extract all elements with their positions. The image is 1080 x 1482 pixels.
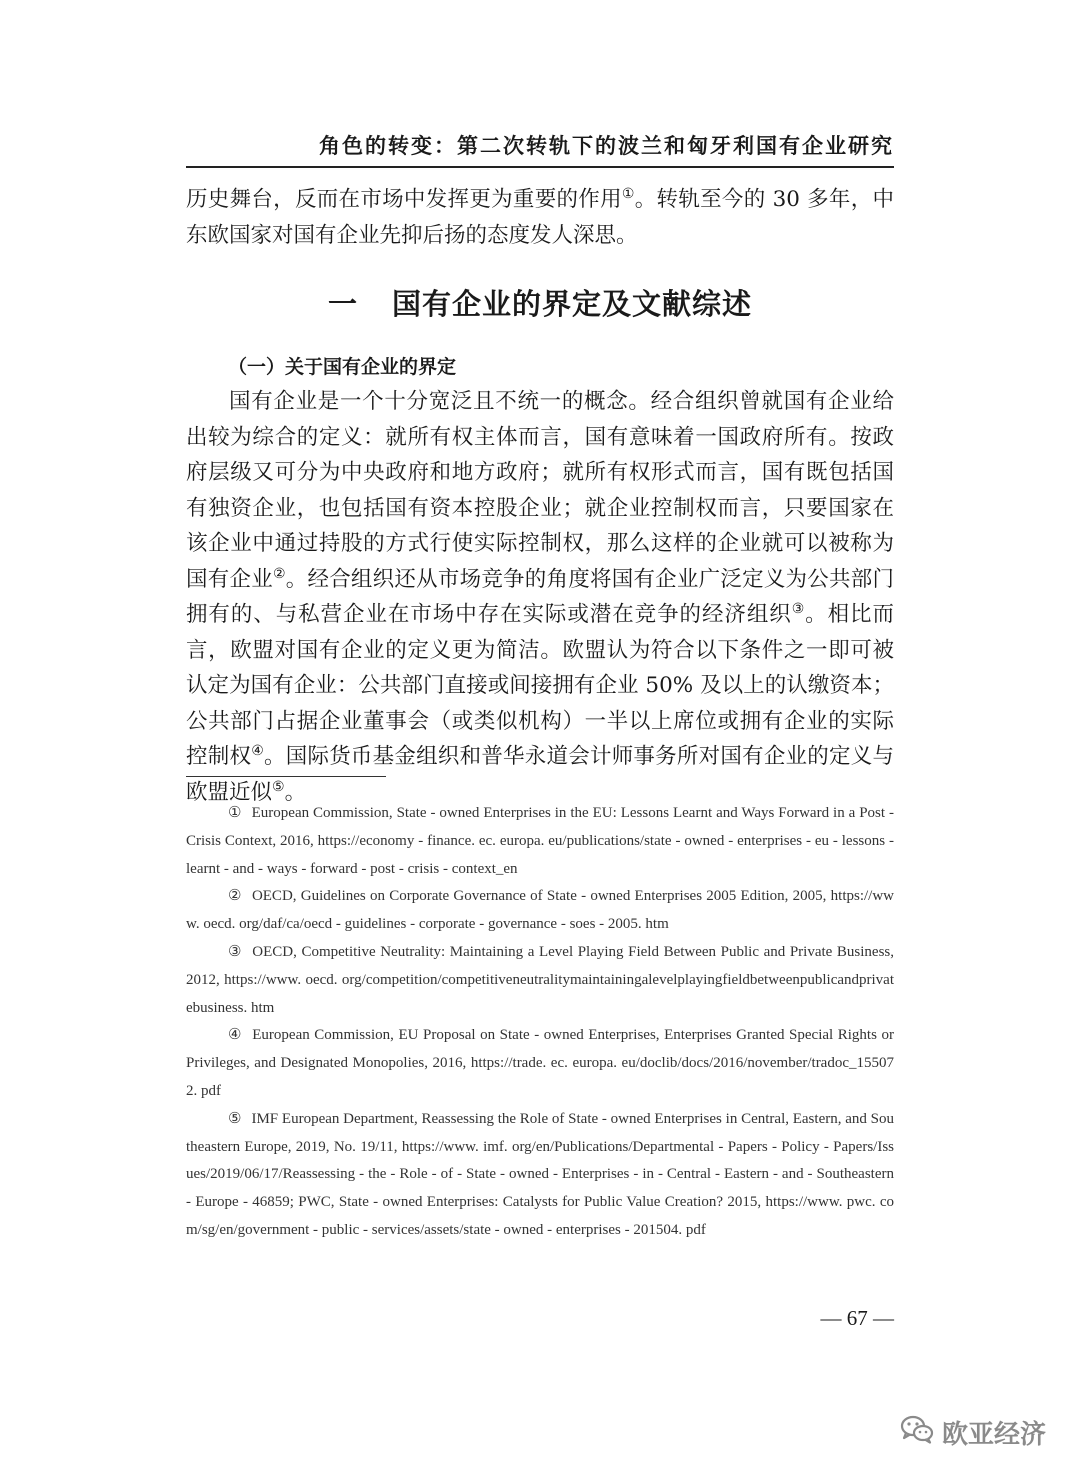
- footnotes: [186, 800, 894, 1245]
- main-text-1: 国有企业是一个十分宽泛且不统一的概念。经合组织曾就国有企业给出较为综合的定义：就所有权主体而言，国有意味着一国政府所有。按政府层级又可分为中央政府和地方政府；就所有权形式而言，国有既包括国有独资企业，也包括国有资本控股企业；就企业控制权而言，只要国家在该企业中通过持股的方式行使实际控制权，那么这样的企业就可以被称为国有企业: [186, 389, 894, 592]
- footnote-3: [186, 939, 894, 1022]
- footnote-ref-2[interactable]: ②: [272, 565, 286, 582]
- footnote-5: [186, 1106, 894, 1245]
- section-heading: [186, 282, 894, 323]
- section-number: 一: [327, 287, 358, 321]
- footnote-marker: ⑤: [228, 1110, 242, 1127]
- footnote-text: OECD, Guidelines on Corporate Governance of State - owned Enterprises 2005 Edition, 2005, https://www. oecd. org/daf/ca/oecd - guidelines - corporate - governance - soes - 2005. htm: [186, 888, 894, 933]
- footnote-divider: [186, 776, 386, 777]
- footnote-text: IMF European Department, Reassessing the Role of State - owned Enterprises in Central, Eastern, and Southeastern Europe, 2019, No. 19/11, https://www. imf. org/en/Publications/Departmental - Papers - Policy - Papers/Issues/2019/06/17/Reassessing - the - Role - of - State - owned - Enterprises - in - Central - Eastern - and - Southeastern - Europe - 46859; PWC, State - owned Enterprises: Catalysts for Public Value Creation? 2015, https://www. pwc. com/sg/en/government - public - services/assets/state - owned - enterprises - 201504. pdf: [186, 1110, 894, 1238]
- footnote-marker: ①: [228, 805, 242, 821]
- page-number: — 67 —: [820, 1306, 894, 1330]
- footnote-text: European Commission, State - owned Enterprises in the EU: Lessons Learnt and Ways Forward in a Post - Crisis Context, 2016, https://economy - finance. ec. europa. eu/publications/state - owned - enterprises - eu - lessons - learnt - and - ways - forward - post - crisis - context_en: [186, 805, 894, 877]
- main-paragraph: [186, 384, 894, 810]
- wechat-icon: [900, 1414, 934, 1451]
- intro-text: 历史舞台，反而在市场中发挥更为重要的作用: [186, 187, 622, 212]
- footnote-marker: ④: [228, 1027, 243, 1044]
- footnote-4: [186, 1022, 894, 1105]
- footnote-2: [186, 883, 894, 939]
- footnote-text: OECD, Competitive Neutrality: Maintaining a Level Playing Field Between Public and Private Business, 2012, https://www. oecd. org/competition/competitiveneutralitymaintainingalevelplayingfieldbetweenpublicandprivatebusiness. htm: [186, 943, 894, 1016]
- intro-paragraph: [186, 182, 894, 253]
- footnote-ref-5[interactable]: ⑤: [272, 778, 285, 795]
- subsection-heading: （一）关于国有企业的界定: [228, 356, 457, 378]
- footnote-ref-1[interactable]: ①: [621, 185, 635, 202]
- running-head: 角色的转变：第二次转轨下的波兰和匈牙利国有企业研究: [186, 130, 894, 168]
- watermark-text: 欧亚经济: [941, 1420, 1046, 1450]
- intro-text-cont: 。转轨至今的 30 多年，中东欧国家对国有企业先抑后扬的态度发人深思。: [186, 187, 894, 248]
- footnote-marker: ③: [228, 943, 243, 960]
- watermark: [900, 1414, 1046, 1451]
- footnote-ref-3[interactable]: ③: [791, 600, 806, 617]
- footnote-ref-4[interactable]: ④: [251, 742, 264, 759]
- main-text-5: 。: [284, 779, 307, 805]
- section-title: 国有企业的界定及文献综述: [392, 287, 753, 321]
- main-text-4: 。国际货币基金组织和普华永道会计师事务所对国有企业的定义与欧盟近似: [186, 744, 894, 805]
- main-text-2: 。经合组织还从市场竞争的角度将国有企业广泛定义为公共部门拥有的、与私营企业在市场中存在实际或潜在竞争的经济组织: [186, 566, 894, 627]
- footnote-text: European Commission, EU Proposal on State - owned Enterprises, Enterprises Granted Special Rights or Privileges, and Designated Monopolies, 2016, https://trade. ec. europa. eu/doclib/docs/2016/november/tradoc_155072. pdf: [186, 1027, 894, 1099]
- footnote-1: [186, 800, 894, 883]
- main-text-3: 。相比而言，欧盟对国有企业的定义更为简洁。欧盟认为符合以下条件之一即可被认定为国有企业：公共部门直接或间接拥有企业 50% 及以上的认缴资本；公共部门占据企业董事会（或类似机构）一半以上席位或拥有企业的实际控制权: [186, 602, 894, 769]
- footnote-marker: ②: [228, 888, 242, 905]
